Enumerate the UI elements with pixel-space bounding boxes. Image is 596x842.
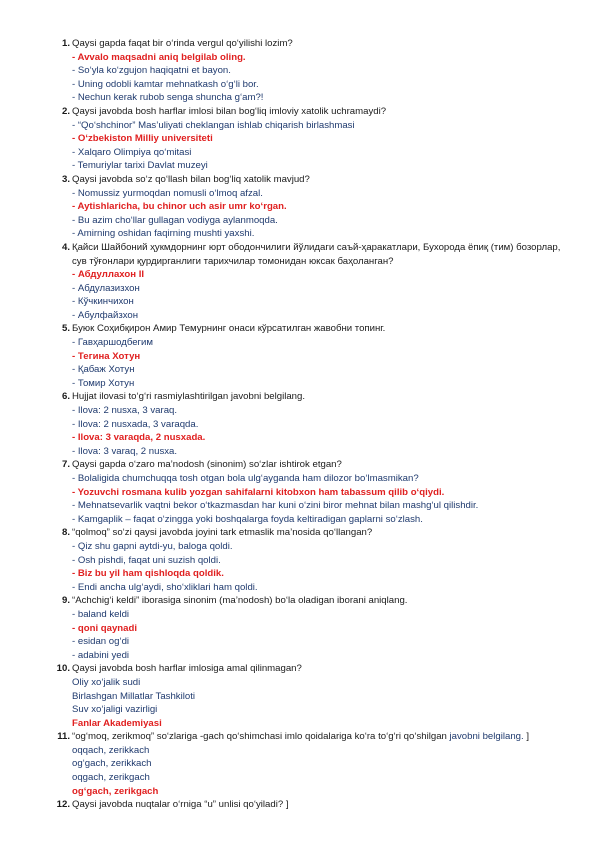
- answer-option: - So‘yla ko‘zgujon haqiqatni et bayon.: [72, 65, 231, 77]
- question-4: [54, 241, 574, 323]
- question-text-main: Буюк Соҳибқирон Амир Темурнинг онаси кўрсатилган жавобни топинг.: [72, 323, 386, 335]
- question-text: [72, 37, 574, 51]
- answer-option: - Kamgaplik – faqat o‘zingga yoki boshqalarga foyda keltiradigan gaplarni so‘zlash.: [72, 513, 423, 525]
- answer-option-correct: - Aytishlaricha, bu chinor uch asir umr ko‘rgan.: [72, 201, 287, 213]
- answer-option-correct: Fanlar Akademiyasi: [72, 717, 162, 729]
- question-10: [54, 662, 574, 730]
- answer-option: Suv xo‘jaligi vazirligi: [72, 704, 158, 716]
- answer-option: - baland keldi: [72, 608, 130, 620]
- answer-option: oqqach, zerikkach: [72, 744, 150, 756]
- question-text-tail: javobni belgilang.: [449, 731, 524, 743]
- answer-option: - Temuriylar tarixi Davlat muzeyi: [72, 160, 208, 172]
- question-number: 12.: [56, 799, 70, 811]
- question-text-main: “Achchig‘i keldi” iborasiga sinonim (ma’nodosh) bo‘la oladigan iborani aniqlang.: [72, 595, 408, 607]
- answer-option-correct: og‘gach, zerikgach: [72, 785, 159, 797]
- question-number: 8.: [61, 527, 70, 539]
- question-text: [72, 526, 574, 540]
- question-12: [54, 798, 574, 812]
- question-number: 5.: [61, 323, 70, 335]
- answer-option: - Томир Хотун: [72, 377, 135, 389]
- question-number: 6.: [61, 391, 70, 403]
- question-number: 7.: [61, 459, 70, 471]
- question-text-main: Qaysi javobda so‘z qo‘llash bilan bog‘liq xatolik mavjud?: [72, 173, 310, 185]
- question-text-main: Qaysi javobda bosh harflar imlosi bilan bog‘liq imloviy xatolik uchramaydi?: [72, 105, 387, 117]
- answer-option-correct: - Yozuvchi rosmana kulib yozgan sahifalarni kitobxon ham tabassum qilib o‘qiydi.: [72, 486, 445, 498]
- question-text-main: Qaysi javobda nuqtalar o‘rniga “u” unlisi qo‘yiladi? ]: [72, 799, 289, 811]
- question-9: [54, 594, 574, 662]
- question-text-end: ]: [523, 731, 530, 743]
- question-list: [54, 37, 574, 812]
- question-text: [72, 173, 574, 187]
- question-2: [54, 105, 574, 173]
- answer-option: Birlashgan Millatlar Tashkiloti: [72, 690, 195, 702]
- question-text-main: “og‘moq, zerikmoq” so‘zlariga -gach qo‘shimchasi imlo qoidalariga ko‘ra to‘g‘ri qo‘shilgan: [72, 731, 447, 743]
- question-text-main: Qaysi gapda faqat bir o‘rinda vergul qo‘yilishi lozim?: [72, 38, 293, 49]
- answer-option: - Ilova: 2 nusxa, 3 varaq.: [72, 405, 178, 417]
- answer-option-correct: - qoni qaynadi: [72, 622, 138, 634]
- question-text: [72, 105, 574, 119]
- question-3: [54, 173, 574, 241]
- answer-option: - Xalqaro Olimpiya qo‘mitasi: [72, 146, 192, 158]
- answer-option: - Bolaligida chumchuqqa tosh otgan bola ulg‘ayganda ham dilozor bo‘lmasmikan?: [72, 473, 419, 484]
- answer-option-correct: - Avvalo maqsadni aniq belgilab oling.: [72, 51, 246, 63]
- question-text: [72, 730, 574, 744]
- answer-option-correct: - Тегина Хотун: [72, 350, 141, 362]
- question-text: [72, 662, 574, 676]
- answer-option: - adabini yedi: [72, 649, 130, 661]
- question-number: 4.: [61, 241, 70, 253]
- question-text: [72, 798, 574, 812]
- question-5: [54, 322, 574, 390]
- answer-option: - Bu azim cho‘llar gullagan vodiyga aylanmoqda.: [72, 214, 278, 226]
- question-text: [72, 458, 574, 472]
- answer-option: - Endi ancha ulg‘aydi, sho‘xliklari ham qoldi.: [72, 581, 258, 593]
- answer-option: Oliy xo‘jalik sudi: [72, 676, 141, 688]
- answer-option-correct: - Ilova: 3 varaqda, 2 nusxada.: [72, 432, 206, 444]
- answer-option: - Кўчкинчихон: [72, 296, 134, 308]
- question-text: [72, 390, 574, 404]
- answer-option: - Абдулазизхон: [72, 282, 140, 294]
- answer-option: og‘gach, zerikkach: [72, 758, 152, 770]
- answer-option: - Nechun kerak rubob senga shuncha g‘am?!: [72, 92, 264, 104]
- question-text-main: Қайси Шайбоний ҳукмдорнинг юрт ободончилиги йўлидаги саъй-ҳаракатлари, Бухорода ёпиқ (тим) бозорлар, сув тўғонлари қурдирганлиги тарихчилар томонидан юксак баҳоланган?: [72, 241, 561, 267]
- answer-option: - Uning odobli kamtar mehnatkash o‘g‘li bor.: [72, 78, 259, 90]
- question-text-main: “qolmoq” so‘zi qaysi javobda joyini tark etmaslik ma’nosida qo‘llangan?: [72, 527, 373, 539]
- answer-option-correct: - O‘zbekiston Milliy universiteti: [72, 133, 213, 145]
- question-1: [54, 37, 574, 105]
- question-text: [72, 322, 574, 336]
- answer-option: - Amirning oshidan faqirning mushti yaxshi.: [72, 228, 255, 240]
- question-text-main: Qaysi javobda bosh harflar imlosiga amal qilinmagan?: [72, 663, 302, 675]
- answer-option: - esidan og‘di: [72, 636, 130, 648]
- question-8: [54, 526, 574, 594]
- question-number: 2.: [61, 105, 70, 117]
- question-text: [72, 594, 574, 608]
- question-number: 11.: [57, 731, 70, 743]
- question-11: [54, 730, 574, 798]
- question-number: 3.: [61, 173, 70, 185]
- question-7: [54, 458, 574, 526]
- answer-option: - Nomussiz yurmoqdan nomusli o‘lmoq afzal.: [72, 187, 263, 199]
- answer-option: - “Qo‘shchinor” Mas’uliyati cheklangan ishlab chiqarish birlashmasi: [72, 119, 355, 131]
- answer-option: - Ilova: 3 varaq, 2 nusxa.: [72, 445, 178, 457]
- question-text-main: Hujjat ilovasi to‘g‘ri rasmiylashtirilgan javobni belgilang.: [72, 391, 306, 403]
- answer-option: oqgach, zerikgach: [72, 772, 150, 784]
- question-number: 9.: [61, 595, 70, 607]
- question-number: 10.: [56, 663, 70, 675]
- answer-option: - Osh pishdi, faqat uni suzish qoldi.: [72, 554, 221, 566]
- answer-option: - Абулфайзхон: [72, 309, 139, 321]
- question-number: 1.: [61, 38, 70, 49]
- question-6: [54, 390, 574, 458]
- answer-option: - Ilova: 2 nusxada, 3 varaqda.: [72, 418, 199, 430]
- answer-option-correct: - Biz bu yil ham qishloqda qoldik.: [72, 568, 224, 580]
- answer-option: - Қабаж Хотун: [72, 364, 135, 376]
- question-text-main: Qaysi gapda o‘zaro ma’nodosh (sinonim) so‘zlar ishtirok etgan?: [72, 459, 342, 471]
- answer-option: - Гавҳаршодбегим: [72, 337, 154, 349]
- question-text: [72, 241, 574, 268]
- answer-option: - Qiz shu gapni aytdi-yu, baloga qoldi.: [72, 540, 233, 552]
- answer-option: - Mehnatsevarlik vaqtni bekor o‘tkazmasdan har kuni o‘zini biror mehnat bilan mashg‘ul qilishdir.: [72, 500, 479, 512]
- answer-option-correct: - Абдуллахон II: [72, 269, 145, 281]
